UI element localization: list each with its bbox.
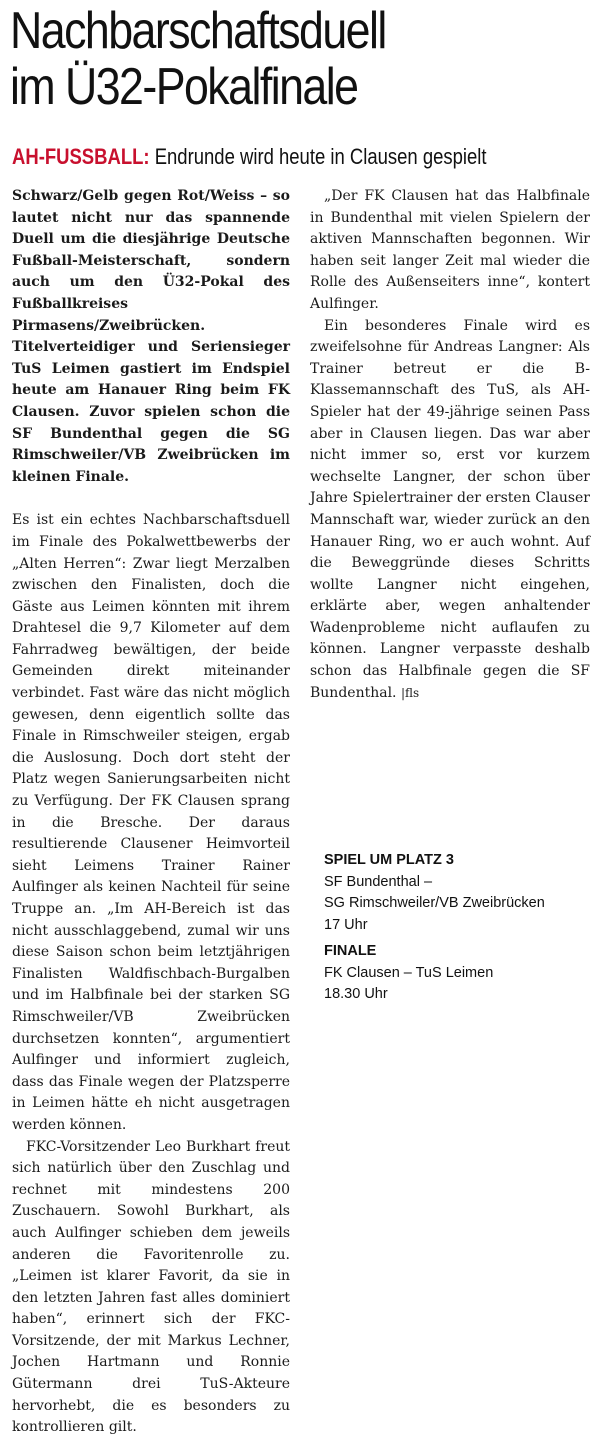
headline — [10, 4, 513, 116]
headline-line-2: im Ü32-Pokalfinale — [10, 58, 358, 116]
subline — [12, 143, 503, 171]
paragraph-gap — [12, 488, 290, 510]
info-box-team-1: SF Bundenthal – — [324, 873, 433, 890]
info-box-team-2: SG Rimschweiler/VB Zweibrücken — [324, 895, 545, 912]
body-paragraph-1: Es ist ein echtes Nachbarschaftsduell im Finale des Pokalwettbewerbs der „Alten Herren“: Zwar liegt Merzalben zwischen den Finalisten, doch die Gäste aus Leimen könnten mit ihrem Drahtesel die 9,7 Kilometer auf dem Fahrradweg bewältigen, der beide Gemeinden direkt miteinander verbindet. Fast wäre das nicht möglich gewesen, denn eigentlich sollte das Finale in Rimschweiler steigen, ergab die Auslosung. Doch dort steht der Platz wegen Sanierungsarbeiten nicht zu Verfügung. Der FK Clausen sprang in die Bresche. Der daraus resultierende Clausener Heimvorteil sieht Leimens Trainer Rainer Aulfinger als keinen Nachteil für seine Truppe an. „Im AH-Bereich ist das nicht ausschlaggebend, zumal wir uns diese Saison schon beim letztjährigen Finalisten Waldfischbach-Burgalben und im Halbfinale bei der starken SG Rimschweiler/VB Zweibrücken durchsetzen konnten“, argumentiert Aulfinger und informiert zugleich, dass das Finale wegen der Platzsperre in Leimen hätte eh nicht ausgetragen werden können. — [12, 512, 290, 1133]
article-column-right — [310, 186, 590, 704]
body-paragraph-3: „Der FK Clausen hat das Halbfinale in Bundenthal mit vielen Spielern der aktiven Mannschaften begonnen. Wir haben seit langer Zeit mal wieder die Rolle des Außenseiters inne“, kontert Aulfinger. — [310, 188, 590, 312]
kicker: AH-FUSSBALL: — [12, 144, 150, 169]
article-column-left — [12, 186, 290, 1439]
lead-paragraph: Schwarz/Gelb gegen Rot/Weiss – so lautet nicht nur das spannende Duell um die diesjährige Deutsche Fußball-Meisterschaft, sondern auch um den Ü32-Pokal des Fußballkreises Pirmasens/Zweibrücken. Titelverteidiger und Seriensieger TuS Leimen gastiert im Endspiel heute am Hanauer Ring beim FK Clausen. Zuvor spielen schon die SF Bundenthal gegen die SG Rimschweiler/VB Zweibrücken im kleinen Finale. — [12, 188, 290, 485]
info-box-third-place — [324, 850, 584, 936]
body-paragraph-2: FKC-Vorsitzender Leo Burkhart freut sich natürlich über den Zuschlag und rechnet mit mindestens 200 Zuschauern. Sowohl Burkhart, als auch Aulfinger schieben dem jeweils anderen die Favoritenrolle zu. „Leimen ist klarer Favorit, da sie in den letzten Jahren fast alles dominiert haben“, erinnert sich der FKC-Vorsitzende, der mit Markus Lechner, Jochen Hartmann und Ronnie Gütermann drei TuS-Akteure hervorhebt, die es besonders zu kontrollieren gilt. — [12, 1138, 290, 1436]
info-box-teams: FK Clausen – TuS Leimen — [324, 964, 494, 981]
info-box-time: 18.30 Uhr — [324, 986, 388, 1003]
info-box-title: FINALE — [324, 943, 377, 959]
info-box-time: 17 Uhr — [324, 916, 368, 933]
body-paragraph-4 — [310, 316, 590, 705]
headline-line-1: Nachbarschaftsduell — [10, 2, 386, 60]
info-box-final — [324, 941, 584, 1006]
author-credit: |fls — [400, 685, 420, 700]
subheadline: Endrunde wird heute in Clausen gespielt — [154, 144, 487, 169]
info-box-title: SPIEL UM PLATZ 3 — [324, 852, 454, 868]
body-paragraph-4-text: Ein besonderes Finale wird es zweifelsohne für Andreas Langner: Als Trainer betreut er die B-Klassemannschaft des TuS, als AH-Spieler hat der 49-jährige seinen Pass aber in Clausen liegen. Das war aber nicht immer so, erst vor kurzem wechselte Langner, der schon über Jahre Spielertrainer der ersten Clauser Mannschaft war, wieder zurück an den Hanauer Ring, wo er auch wohnt. Auf die Beweggründe dieses Schritts wollte Langner nicht eingehen, erklärte aber, wegen anhaltender Wadenprobleme nicht auflaufen zu können. Langner verpasste deshalb schon das Halbfinale gegen die SF Bundenthal. — [310, 317, 590, 701]
